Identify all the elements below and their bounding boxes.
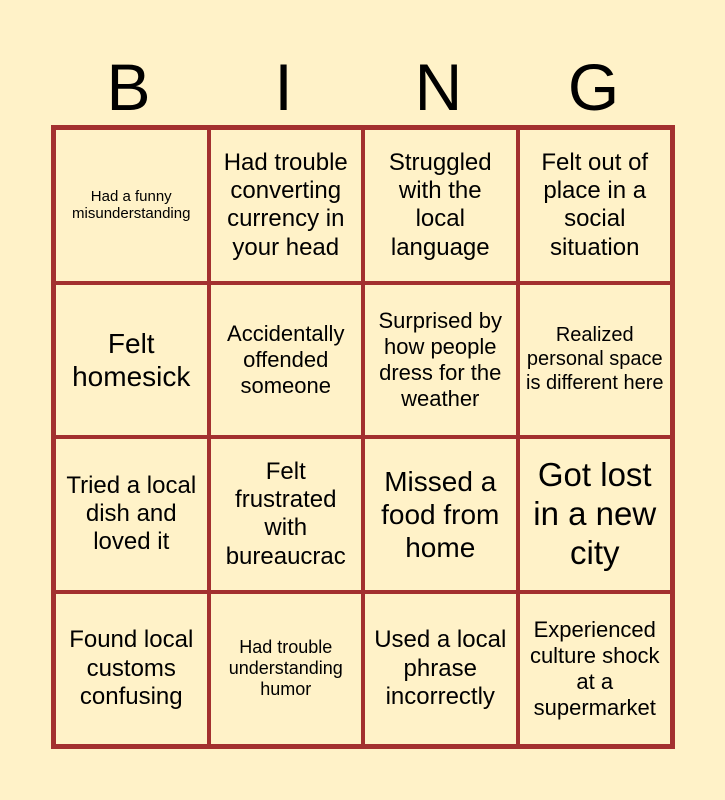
bingo-cell-text: Realized personal space is different here [526,324,664,394]
bingo-cell[interactable] [518,592,673,747]
bingo-cell[interactable] [518,283,673,438]
bingo-cell[interactable] [518,437,673,592]
header-letter-n: N [414,50,463,124]
bingo-cell-text: Had a funny misunderstanding [72,187,191,223]
bingo-cell[interactable] [363,283,518,438]
bingo-cell-text: Accidentally offended someone [227,320,345,398]
header-letter-g: G [567,50,620,124]
bingo-cell[interactable] [209,283,364,438]
bingo-cell-text: Felt homesick [72,327,191,392]
bingo-cell[interactable] [54,437,209,592]
bingo-cell-text: Felt frustrated with bureaucrac [225,457,346,570]
bingo-cell[interactable] [54,283,209,438]
bingo-cell[interactable] [209,128,364,283]
bingo-header [51,50,671,125]
bingo-cell[interactable] [363,592,518,747]
bingo-cell[interactable] [363,437,518,592]
bingo-cell-text: Experienced culture shock at a supermarket [529,616,660,720]
header-letter-b: B [106,50,151,124]
bingo-cell-text: Struggled with the local language [388,148,492,261]
bingo-cell-text: Felt out of place in a social situation [541,148,649,261]
bingo-cell[interactable] [209,437,364,592]
bingo-cell-text: Used a local phrase incorrectly [374,626,507,710]
bingo-cell[interactable] [518,128,673,283]
bingo-cell-text: Got lost in a new city [533,455,657,571]
bingo-cell-text: Had trouble converting currency in your head [223,148,348,261]
bingo-cell[interactable] [209,592,364,747]
bingo-cell-text: Found local customs confusing [69,626,194,710]
bingo-cell-text: Surprised by how people dress for the weather [378,307,502,411]
bingo-cell-text: Had trouble understanding humor [228,636,343,700]
bingo-cell[interactable] [363,128,518,283]
bingo-cell-text: Tried a local dish and loved it [66,471,197,556]
bingo-cell[interactable] [54,128,209,283]
bingo-cell[interactable] [54,592,209,747]
bingo-cell-text: Missed a food from home [381,465,500,563]
bingo-board [51,125,675,749]
header-letter-i: I [274,50,293,124]
